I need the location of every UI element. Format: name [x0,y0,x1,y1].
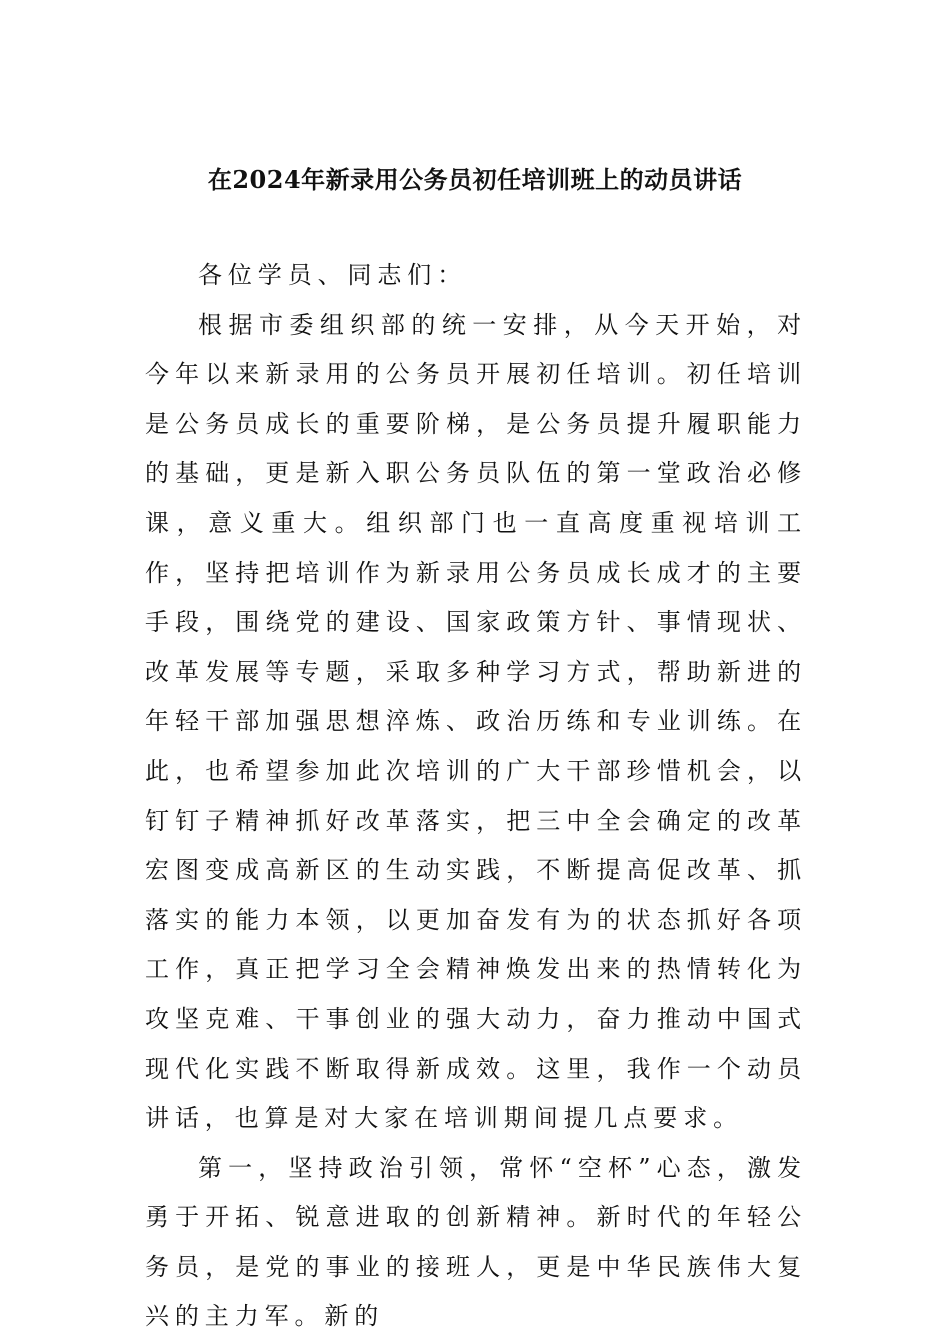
document-title: 在2024年新录用公务员初任培训班上的动员讲话 [207,165,743,194]
salutation: 各位学员、同志们： [198,261,468,289]
paragraph-first-point: 第一，坚持政治引领，常怀“空杯”心态，激发勇于开拓、锐意进取的创新精神。新时代的年轻公务员，是党的事业的接班人，更是中华民族伟大复兴的主力军。新的 [145,1153,807,1331]
paragraph-intro: 根据市委组织部的统一安排，从今天开始，对今年以来新录用的公务员开展初任培训。初任培训是公务员成长的重要阶梯，是公务员提升履职能力的基础，更是新入职公务员队伍的第一堂政治必修课，意义重大。组织部门也一直高度重视培训工作，坚持把培训作为新录用公务员成长成才的主要手段，围绕党的建设、国家政策方针、事情现状、改革发展等专题，采取多种学习方式，帮助新进的年轻干部加强思想淬炼、政治历练和专业训练。在此，也希望参加此次培训的广大干部珍惜机会，以钉钉子精神抓好改革落实，把三中全会确定的改革宏图变成高新区的生动实践，不断提高促改革、抓落实的能力本领，以更加奋发有为的状态抓好各项工作，真正把学习全会精神焕发出来的热情转化为攻坚克难、干事创业的强大动力，奋力推动中国式现代化实践不断取得新成效。这里，我作一个动员讲话，也算是对大家在培训期间提几点要求。 [145,310,807,1133]
document-body [145,251,807,1342]
